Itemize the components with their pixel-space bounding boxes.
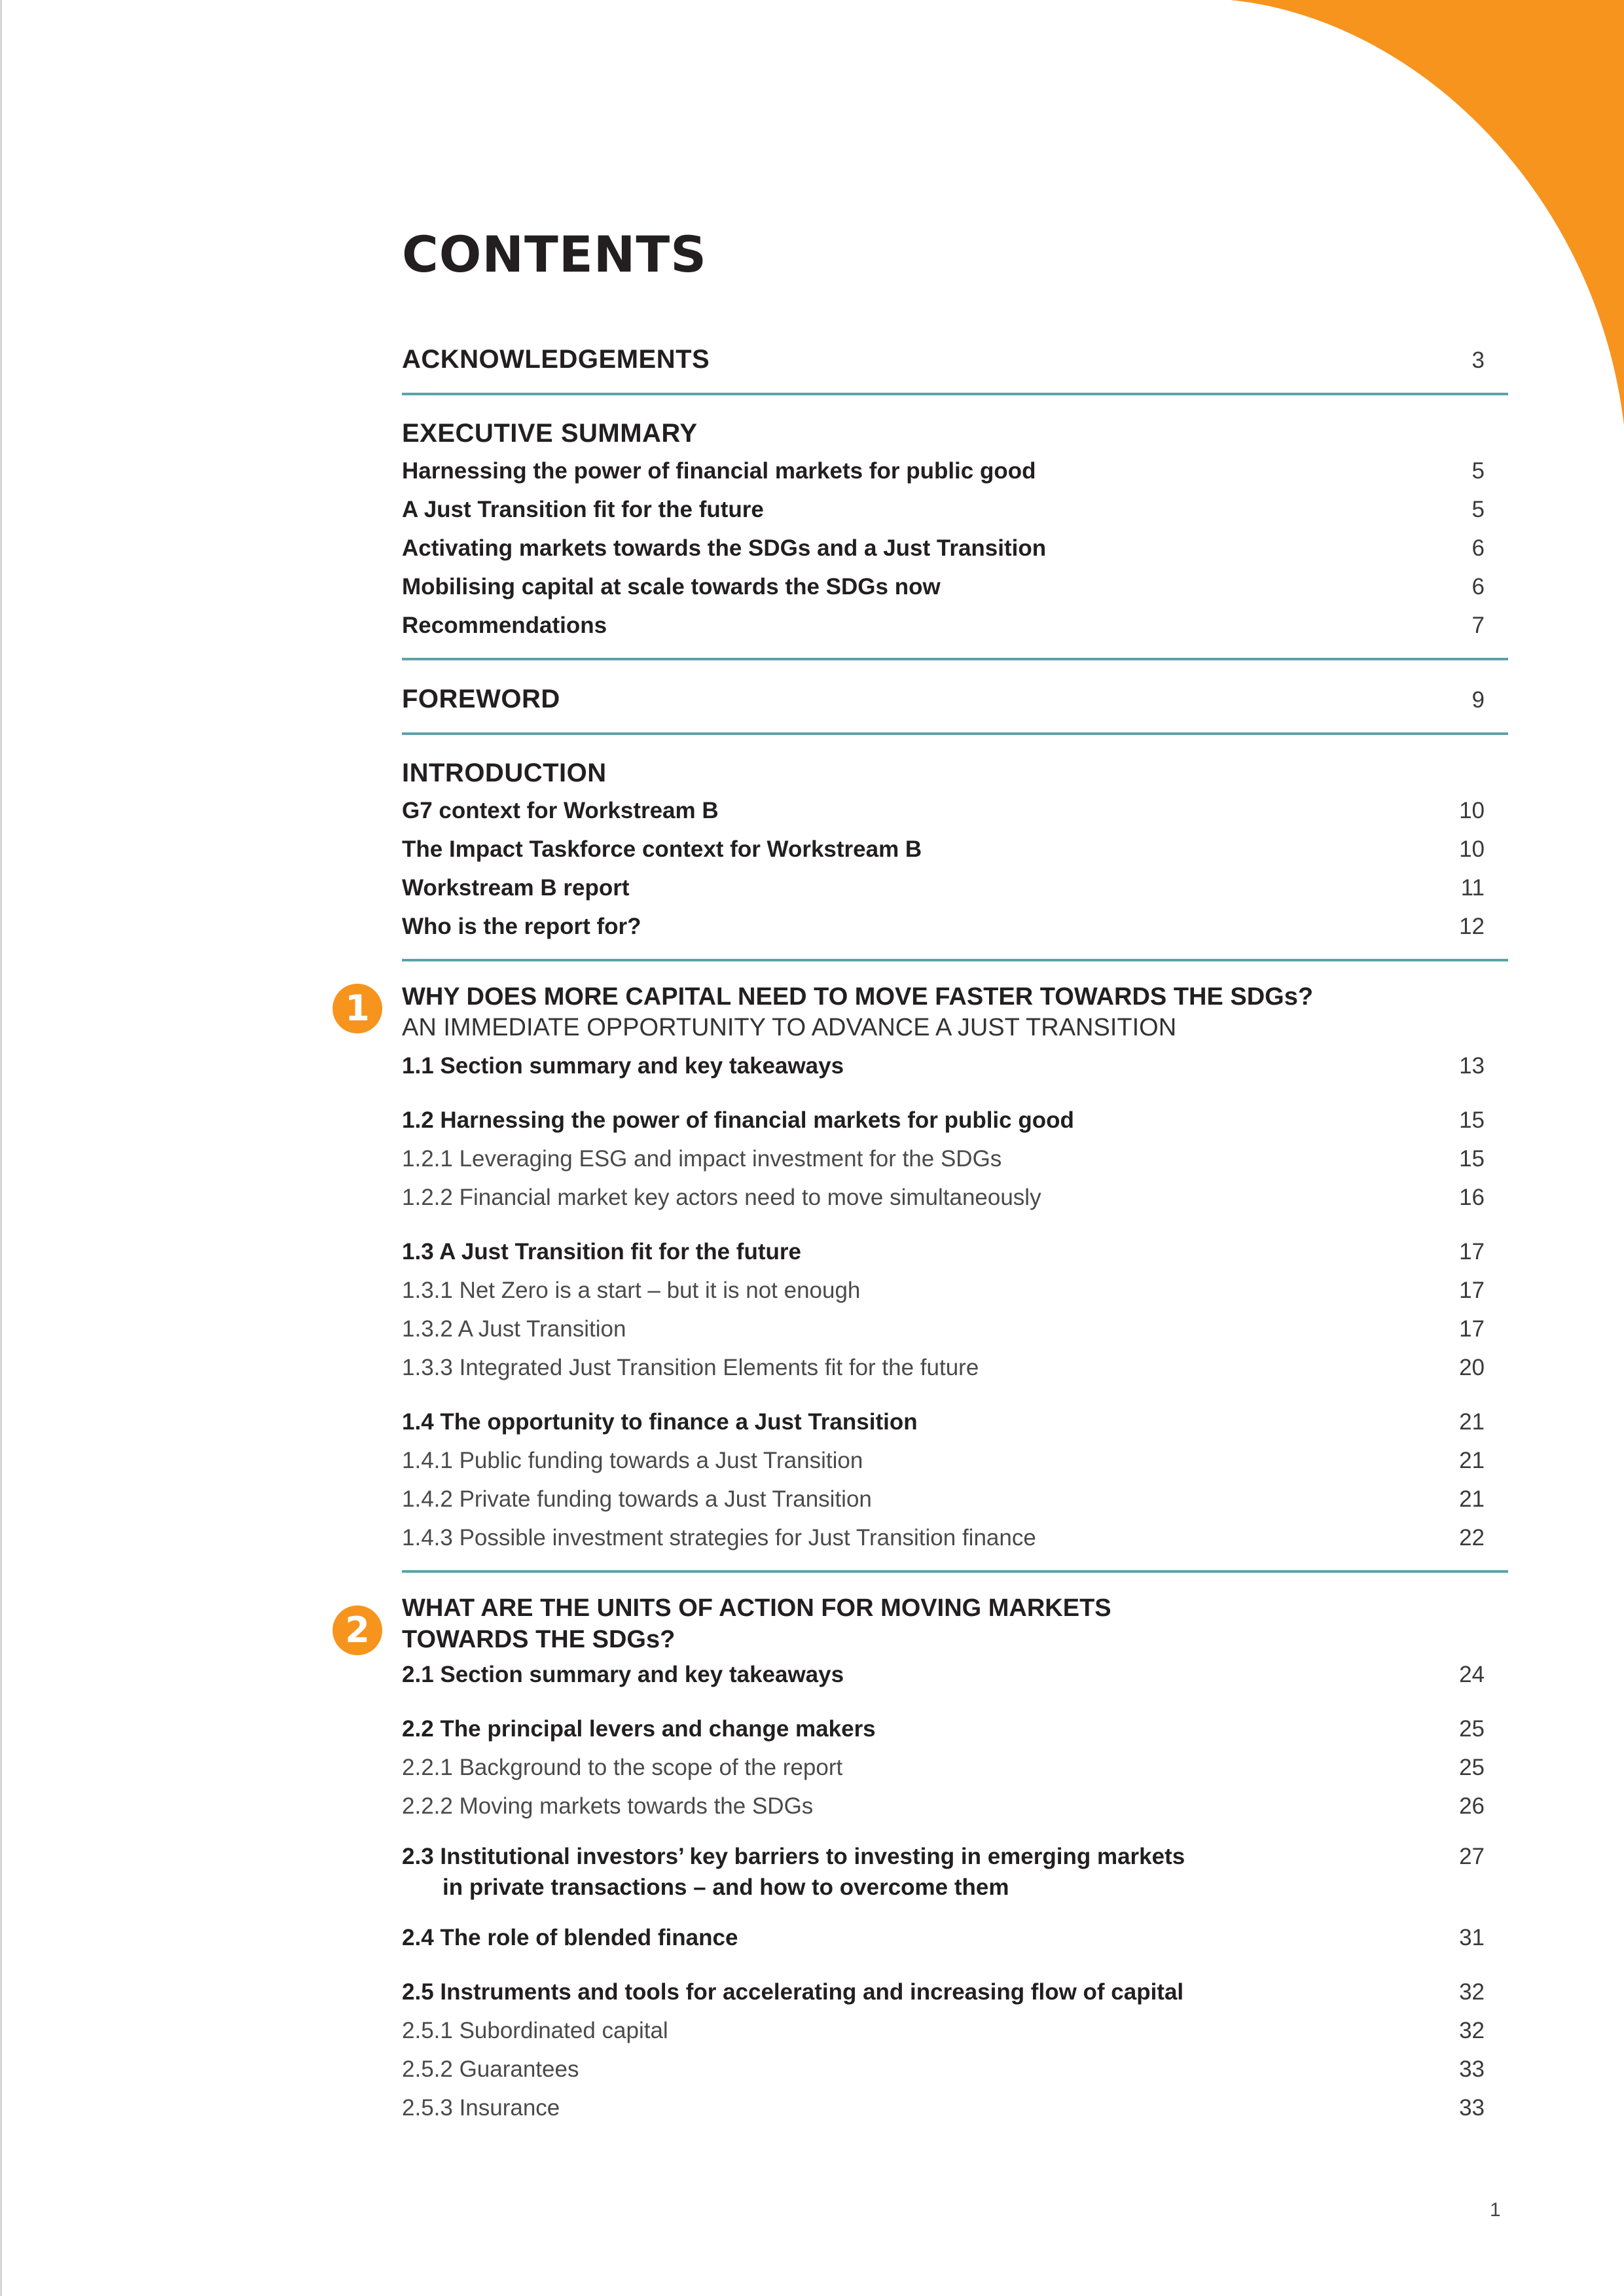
toc-entry[interactable]: [402, 1973, 1508, 2011]
toc-label: 1.3.1 Net Zero is a start – but it is not enough: [402, 1278, 861, 1303]
toc-entry[interactable]: [402, 2011, 1508, 2050]
toc-page-number: 17: [1459, 1239, 1485, 1265]
toc-entry[interactable]: [402, 1047, 1508, 1085]
chapter-number-badge: 1: [333, 984, 382, 1033]
toc-entry[interactable]: [402, 1480, 1508, 1518]
toc-entry-acknowledgements[interactable]: [402, 340, 1508, 380]
table-of-contents: [345, 340, 1508, 2127]
toc-label: 1.3.2 A Just Transition: [402, 1316, 626, 1342]
toc-label: 1.3 A Just Transition fit for the future: [402, 1239, 801, 1265]
toc-entry[interactable]: [402, 529, 1508, 567]
toc-label: A Just Transition fit for the future: [402, 497, 764, 522]
toc-page-number: 31: [1459, 1925, 1485, 1950]
toc-page-number: 11: [1460, 875, 1485, 901]
toc-page-number: 17: [1459, 1316, 1485, 1342]
toc-entry[interactable]: [402, 452, 1508, 490]
page-number: 1: [1490, 2199, 1501, 2221]
toc-entry[interactable]: [402, 1441, 1508, 1480]
toc-page-number: 21: [1459, 1409, 1485, 1435]
spacer: [402, 1085, 1508, 1101]
toc-label: FOREWORD: [402, 685, 560, 713]
toc-page-number: 33: [1459, 2095, 1485, 2121]
toc-entry[interactable]: [402, 2089, 1508, 2127]
toc-page-number: 20: [1459, 1355, 1485, 1380]
toc-page-number: 10: [1459, 798, 1485, 823]
toc-label: [402, 1841, 1432, 1903]
chapter-subtitle: AN IMMEDIATE OPPORTUNITY TO ADVANCE A JUST TRANSITION: [402, 1014, 1177, 1041]
spacer: [402, 1217, 1508, 1232]
toc-page-number: 6: [1471, 574, 1485, 600]
toc-page-number: 15: [1459, 1146, 1485, 1172]
toc-entry[interactable]: [402, 567, 1508, 606]
toc-label: 2.5 Instruments and tools for accelerating and increasing flow of capital: [402, 1979, 1184, 2005]
toc-page-number: 3: [1471, 348, 1485, 373]
toc-label: 1.2.2 Financial market key actors need to move simultaneously: [402, 1185, 1041, 1210]
toc-label: Mobilising capital at scale towards the SDGs now: [402, 574, 941, 600]
toc-page-number: 5: [1471, 458, 1485, 484]
toc-page-number: 10: [1459, 836, 1485, 862]
toc-entry[interactable]: [402, 907, 1508, 946]
toc-label: 2.5.2 Guarantees: [402, 2056, 579, 2082]
toc-label: 1.4 The opportunity to finance a Just Transition: [402, 1409, 918, 1435]
toc-page-number: 26: [1459, 1793, 1485, 1819]
toc-entry-foreword[interactable]: [402, 680, 1508, 719]
section-divider: [402, 658, 1508, 660]
toc-entry[interactable]: [402, 1710, 1508, 1748]
toc-label: 2.2.1 Background to the scope of the report: [402, 1755, 843, 1780]
toc-label: Activating markets towards the SDGs and a Just Transition: [402, 535, 1047, 561]
toc-label: 1.4.3 Possible investment strategies for Just Transition finance: [402, 1525, 1036, 1551]
toc-page-number: 22: [1459, 1525, 1485, 1551]
section-divider: [402, 732, 1508, 735]
toc-entry[interactable]: [402, 1918, 1508, 1957]
toc-label: 2.2.2 Moving markets towards the SDGs: [402, 1793, 814, 1819]
toc-entry[interactable]: [402, 1518, 1508, 1557]
toc-page-number: 24: [1459, 1662, 1485, 1687]
toc-entry[interactable]: [402, 1348, 1508, 1387]
chapter-title-line: TOWARDS THE SDGs?: [402, 1626, 676, 1653]
chapter-title: WHY DOES MORE CAPITAL NEED TO MOVE FASTER TOWARDS THE SDGs?: [402, 983, 1314, 1011]
toc-page-number: 9: [1471, 687, 1485, 713]
section-divider: [402, 393, 1508, 395]
toc-page-number: 32: [1459, 1979, 1485, 2005]
toc-label: Who is the report for?: [402, 914, 641, 939]
toc-entry[interactable]: [402, 1101, 1508, 1139]
toc-entry[interactable]: [402, 791, 1508, 830]
toc-entry[interactable]: [402, 1841, 1508, 1903]
toc-label-line: in private transactions – and how to overcome them: [442, 1874, 1009, 1900]
spacer: [402, 1957, 1508, 1973]
toc-heading-introduction[interactable]: INTRODUCTION: [402, 759, 607, 787]
toc-entry[interactable]: [402, 1232, 1508, 1271]
toc-page-number: 16: [1459, 1185, 1485, 1210]
toc-label: 2.4 The role of blended finance: [402, 1925, 738, 1950]
toc-entry[interactable]: [402, 1310, 1508, 1348]
toc-entry[interactable]: [402, 869, 1508, 907]
toc-entry[interactable]: [402, 1178, 1508, 1217]
toc-label: 2.2 The principal levers and change makers: [402, 1716, 876, 1742]
toc-page-number: 17: [1459, 1278, 1485, 1303]
toc-label: The Impact Taskforce context for Workstream B: [402, 836, 922, 862]
toc-page-number: 6: [1471, 535, 1485, 561]
toc-page-number: 15: [1459, 1107, 1485, 1133]
toc-page-number: 21: [1459, 1448, 1485, 1473]
spacer: [402, 1903, 1508, 1918]
section-divider: [402, 1570, 1508, 1573]
chapter-2-header[interactable]: [345, 1592, 1508, 1655]
toc-page-number: 7: [1471, 613, 1485, 638]
toc-label: Harnessing the power of financial markets for public good: [402, 458, 1036, 484]
spacer: [402, 1694, 1508, 1710]
toc-entry[interactable]: [402, 1403, 1508, 1441]
section-divider: [402, 959, 1508, 961]
chapter-number-badge: 2: [333, 1605, 382, 1655]
toc-page-number: 21: [1459, 1486, 1485, 1512]
toc-page-number: 25: [1459, 1755, 1485, 1780]
spacer: [402, 1387, 1508, 1403]
toc-page-number: 25: [1459, 1716, 1485, 1742]
toc-label: ACKNOWLEDGEMENTS: [402, 345, 710, 374]
toc-label: 2.5.3 Insurance: [402, 2095, 560, 2121]
toc-entry[interactable]: [402, 1748, 1508, 1787]
toc-label: 1.3.3 Integrated Just Transition Elements fit for the future: [402, 1355, 979, 1380]
toc-label: 1.1 Section summary and key takeaways: [402, 1053, 844, 1079]
toc-heading-executive-summary[interactable]: EXECUTIVE SUMMARY: [402, 419, 698, 448]
toc-page-number: 33: [1459, 2056, 1485, 2082]
toc-label-line: 2.3 Institutional investors’ key barriers to investing in emerging markets: [402, 1844, 1185, 1869]
toc-label: 2.5.1 Subordinated capital: [402, 2018, 668, 2043]
toc-entry[interactable]: [402, 830, 1508, 869]
toc-entry[interactable]: [402, 2050, 1508, 2089]
toc-entry[interactable]: [402, 490, 1508, 529]
toc-page-number: 5: [1471, 497, 1485, 522]
page-title: CONTENTS: [402, 225, 707, 283]
toc-label: 2.1 Section summary and key takeaways: [402, 1662, 844, 1687]
toc-entry[interactable]: [402, 606, 1508, 645]
toc-label: 1.4.2 Private funding towards a Just Transition: [402, 1486, 872, 1512]
toc-label: Recommendations: [402, 613, 607, 638]
toc-entry[interactable]: [402, 1139, 1508, 1178]
toc-label: 1.4.1 Public funding towards a Just Transition: [402, 1448, 863, 1473]
toc-page-number: 12: [1459, 914, 1485, 939]
toc-entry[interactable]: [402, 1787, 1508, 1825]
toc-label: Workstream B report: [402, 875, 630, 901]
toc-label: 1.2.1 Leveraging ESG and impact investment for the SDGs: [402, 1146, 1002, 1172]
toc-page-number: 13: [1459, 1053, 1485, 1079]
toc-entry[interactable]: [402, 1271, 1508, 1310]
toc-entry[interactable]: [402, 1655, 1508, 1694]
toc-label: 1.2 Harnessing the power of financial markets for public good: [402, 1107, 1074, 1133]
chapter-title-line: WHAT ARE THE UNITS OF ACTION FOR MOVING MARKETS: [402, 1594, 1111, 1622]
spacer: [402, 1825, 1508, 1841]
toc-page-number: 32: [1459, 2018, 1485, 2043]
toc-label: G7 context for Workstream B: [402, 798, 719, 823]
chapter-1-header[interactable]: [345, 981, 1508, 1043]
toc-page-number: 27: [1459, 1844, 1485, 1869]
